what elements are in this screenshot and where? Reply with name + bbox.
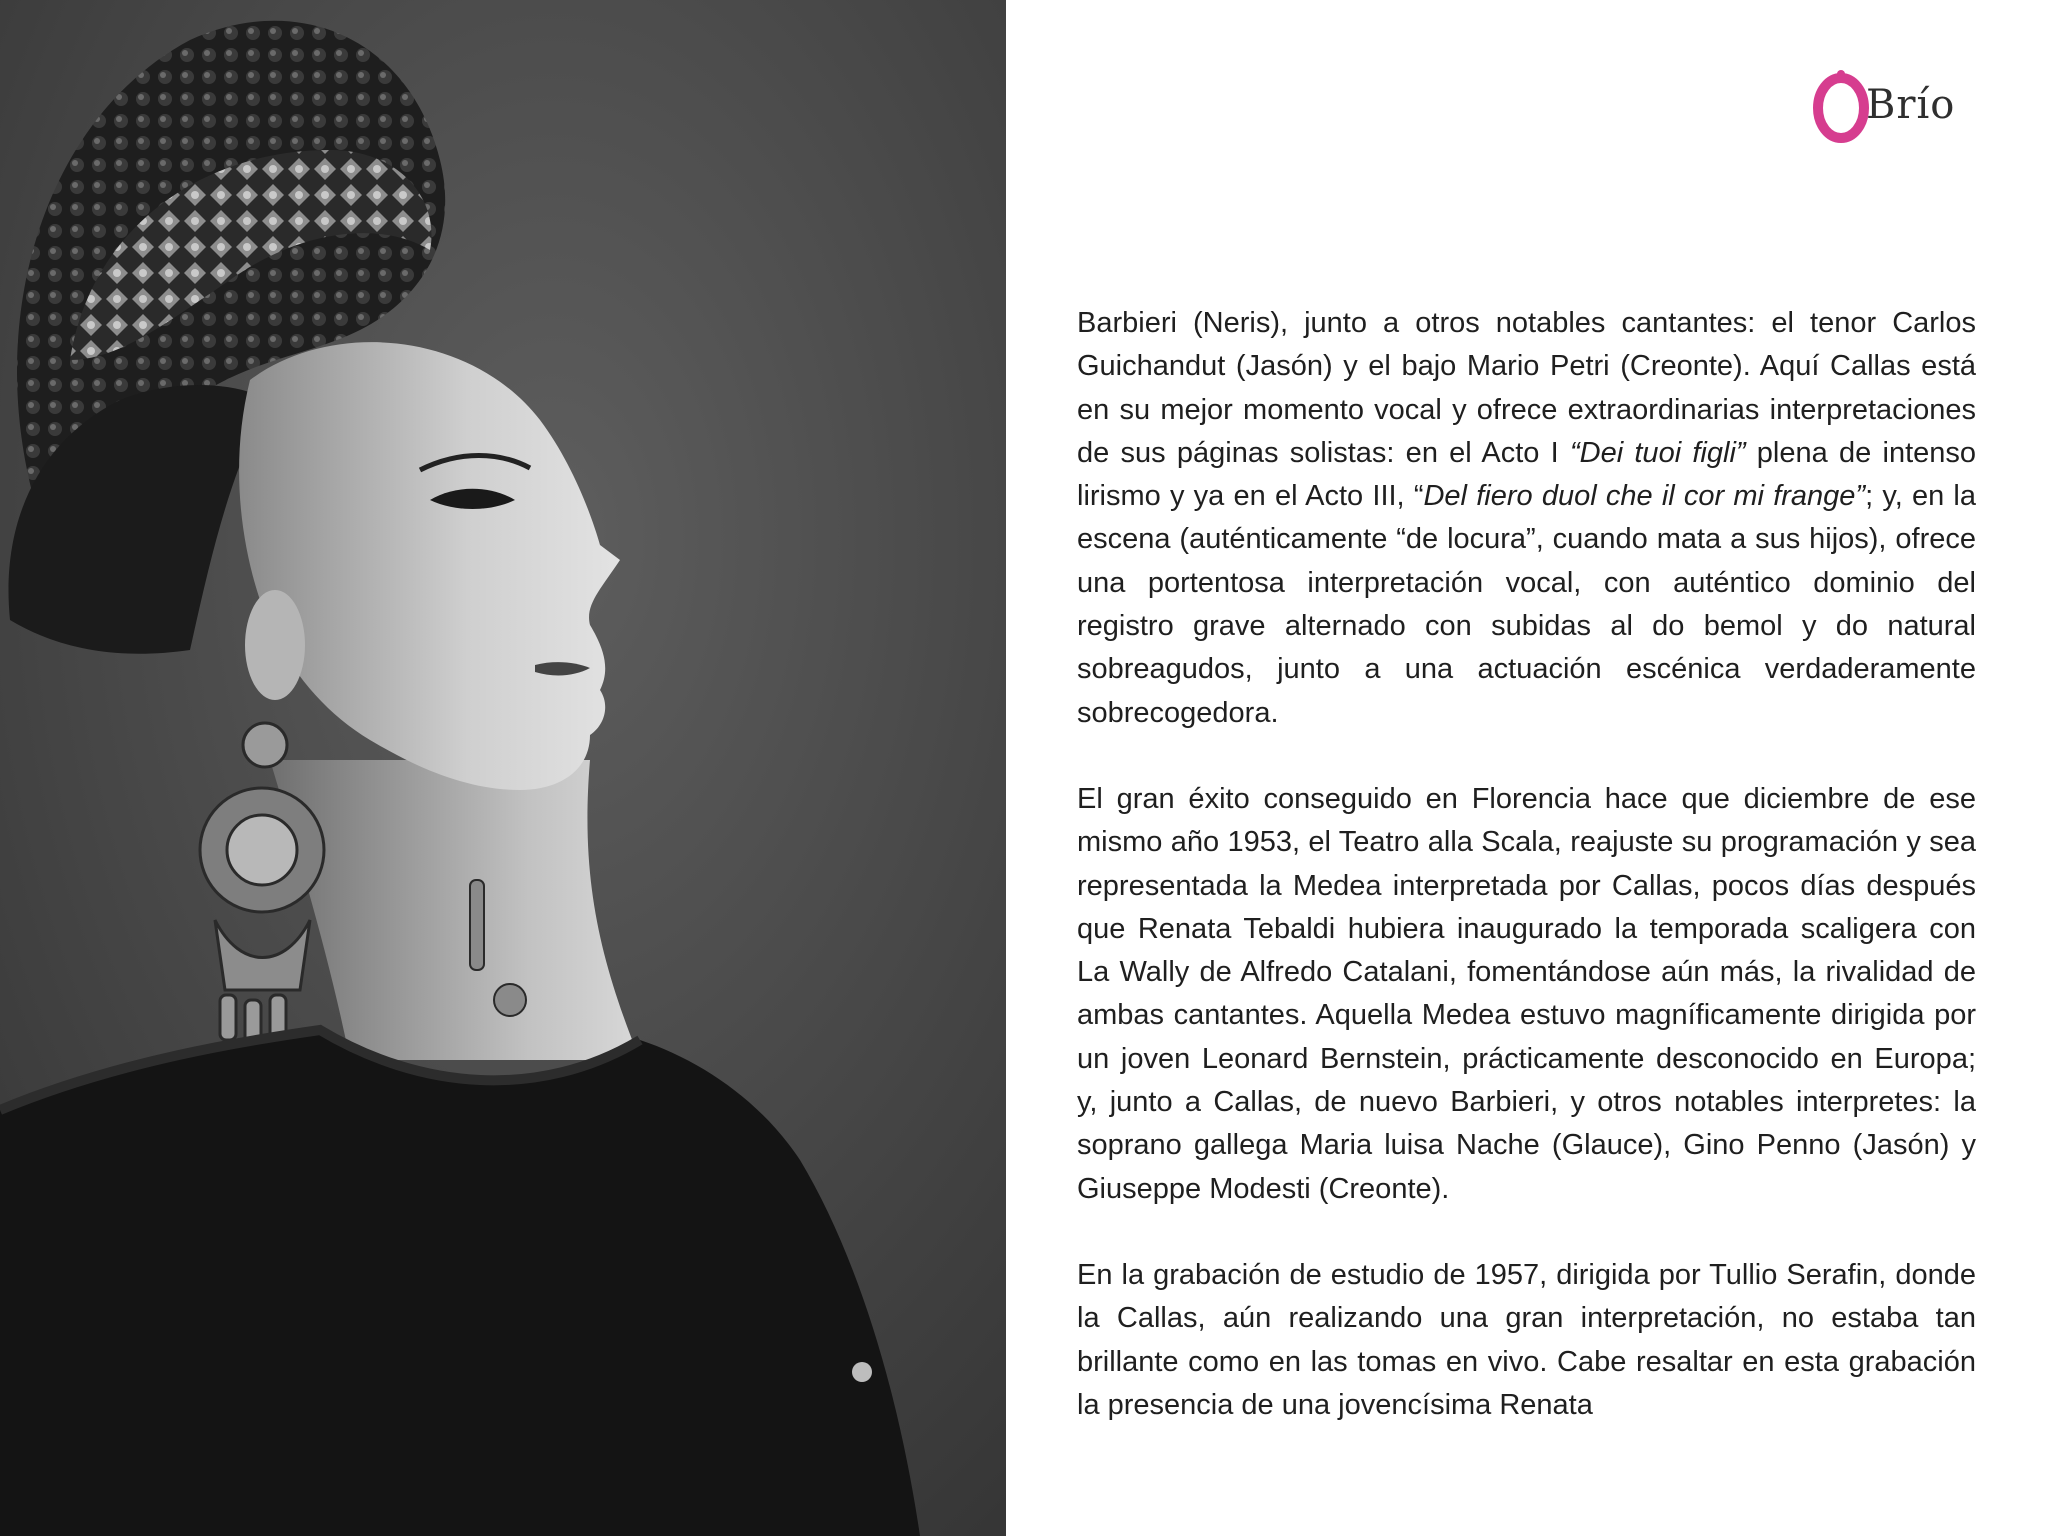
brio-logo bbox=[1812, 68, 1982, 154]
logo-o-mark-icon bbox=[1812, 68, 1870, 144]
paragraph-1 bbox=[1077, 302, 1976, 735]
faint-watermark bbox=[1040, 140, 2010, 240]
portrait-illustration bbox=[0, 0, 1006, 1536]
portrait-photo bbox=[0, 0, 1006, 1536]
aria-title-dei-tuoi-figli: “Dei tuoi figli” bbox=[1569, 436, 1746, 469]
paragraph-2: El gran éxito conseguido en Florencia hace que diciembre de ese mismo año 1953, el Teatro alla Scala, reajuste su programación y sea representada la Medea interpretada por Callas, pocos días después que Renata Tebaldi hubiera inaugurado la temporada scaligera con La Wally de Alfredo Catalani, fomentándose aún más, la rivalidad de ambas cantantes. Aquella Medea estuvo magníficamente dirigida por un joven Leonard Bernstein, prácticamente desconocido en Europa; y, junto a Callas, de nuevo Barbieri, y otros notables interpretes: la soprano gallega Maria luisa Nache (Glauce), Gino Penno (Jasón) y Giuseppe Modesti (Creonte). bbox=[1077, 782, 1976, 1205]
article-body bbox=[1077, 302, 1976, 1427]
logo-text: Brío bbox=[1866, 82, 1956, 128]
paragraph-1-part-e: ; y, en la escena (auténticamente “de locura”, cuando mata a sus hijos), ofrece una portentosa interpretación vocal, con auténtico dominio del registro grave alternado con subidas al do bemol y do natural sobreagudos, junto a una actuación escénica verdaderamente sobrecogedora. bbox=[1077, 480, 1976, 729]
paragraph-1-part-c: plena de intenso lirismo y ya en el Acto III, “ bbox=[1077, 436, 1977, 513]
aria-title-del-fiero-duol: Del fiero duol che il cor mi frange” bbox=[1423, 480, 1866, 513]
paragraph-1-part-a: Barbieri (Neris), junto a otros notables cantantes: el tenor Carlos Guichandut (Jasón) y el bajo Mario Petri (Creonte). Aquí Callas está en su mejor momento vocal y ofrece extraordinarias interpretaciones de sus páginas solistas: en el Acto I bbox=[1077, 307, 1976, 469]
paragraph-3: En la grabación de estudio de 1957, dirigida por Tullio Serafin, donde la Callas, aún realizando una gran interpretación, no estaba tan brillante como en las tomas en vivo. Cabe resaltar en esta grabación la presencia de una jovencísima Renata bbox=[1077, 1258, 1976, 1421]
